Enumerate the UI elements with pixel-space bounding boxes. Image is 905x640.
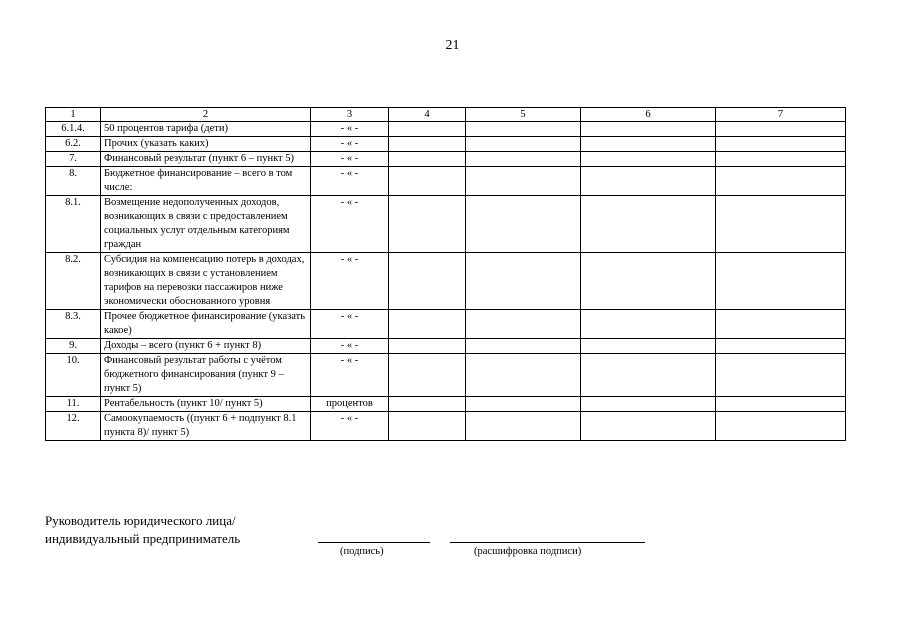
value-cell-col-5[interactable] — [466, 253, 581, 310]
signature-block — [45, 512, 240, 548]
table-row — [46, 354, 846, 397]
header-col-1: 1 — [46, 108, 101, 122]
row-indicator: Рентабельность (пункт 10/ пункт 5) — [101, 397, 311, 412]
row-indicator: Прочее бюджетное финансирование (указать какое) — [101, 310, 311, 339]
row-indicator: Самоокупаемость ((пункт 6 + подпункт 8.1 пункта 8)/ пункт 5) — [101, 412, 311, 441]
value-cell-col-4[interactable] — [389, 354, 466, 397]
header-col-5: 5 — [466, 108, 581, 122]
row-unit: процентов — [311, 397, 389, 412]
row-unit: - « - — [311, 412, 389, 441]
value-cell-col-7[interactable] — [716, 196, 846, 253]
value-cell-col-5[interactable] — [466, 412, 581, 441]
value-cell-col-4[interactable] — [389, 152, 466, 167]
table-row — [46, 196, 846, 253]
value-cell-col-5[interactable] — [466, 167, 581, 196]
row-number: 7. — [46, 152, 101, 167]
row-number: 9. — [46, 339, 101, 354]
row-unit: - « - — [311, 354, 389, 397]
table-row — [46, 310, 846, 339]
value-cell-col-6[interactable] — [581, 354, 716, 397]
row-number: 12. — [46, 412, 101, 441]
value-cell-col-6[interactable] — [581, 397, 716, 412]
signatory-title-line-2: индивидуальный предприниматель — [45, 531, 241, 546]
table-row — [46, 122, 846, 137]
row-number: 8.3. — [46, 310, 101, 339]
value-cell-col-7[interactable] — [716, 137, 846, 152]
signature-caption: (подпись) — [340, 546, 384, 557]
value-cell-col-4[interactable] — [389, 397, 466, 412]
value-cell-col-7[interactable] — [716, 310, 846, 339]
header-col-7: 7 — [716, 108, 846, 122]
row-unit: - « - — [311, 167, 389, 196]
signature-decoding-caption: (расшифровка подписи) — [474, 546, 582, 557]
value-cell-col-4[interactable] — [389, 196, 466, 253]
row-number: 6.2. — [46, 137, 101, 152]
row-indicator: Бюджетное финансирование – всего в том числе: — [101, 167, 311, 196]
row-number: 8. — [46, 167, 101, 196]
value-cell-col-6[interactable] — [581, 122, 716, 137]
value-cell-col-5[interactable] — [466, 339, 581, 354]
row-number: 10. — [46, 354, 101, 397]
value-cell-col-5[interactable] — [466, 196, 581, 253]
table-body — [46, 122, 846, 441]
value-cell-col-7[interactable] — [716, 354, 846, 397]
row-indicator: Возмещение недополученных доходов, возникающих в связи с предоставлением социальных услуг отдельным категориям граждан — [101, 196, 311, 253]
value-cell-col-6[interactable] — [581, 137, 716, 152]
table-row — [46, 152, 846, 167]
value-cell-col-5[interactable] — [466, 137, 581, 152]
row-unit: - « - — [311, 196, 389, 253]
value-cell-col-4[interactable] — [389, 310, 466, 339]
header-col-4: 4 — [389, 108, 466, 122]
report-table — [45, 107, 846, 441]
value-cell-col-4[interactable] — [389, 412, 466, 441]
value-cell-col-4[interactable] — [389, 167, 466, 196]
header-col-6: 6 — [581, 108, 716, 122]
value-cell-col-4[interactable] — [389, 253, 466, 310]
value-cell-col-5[interactable] — [466, 354, 581, 397]
header-col-2: 2 — [101, 108, 311, 122]
value-cell-col-6[interactable] — [581, 412, 716, 441]
table-row — [46, 412, 846, 441]
signature-decoding-line[interactable] — [450, 542, 645, 543]
table-header-row — [46, 108, 846, 122]
row-unit: - « - — [311, 310, 389, 339]
table-row — [46, 167, 846, 196]
row-indicator: Субсидия на компенсацию потерь в доходах, возникающих в связи с установлением тарифов на перевозки пассажиров ниже экономически обоснованного уровня — [101, 253, 311, 310]
row-indicator: Финансовый результат работы с учётом бюджетного финансирования (пункт 9 – пункт 5) — [101, 354, 311, 397]
row-unit: - « - — [311, 152, 389, 167]
value-cell-col-4[interactable] — [389, 339, 466, 354]
value-cell-col-7[interactable] — [716, 253, 846, 310]
row-number: 6.1.4. — [46, 122, 101, 137]
value-cell-col-6[interactable] — [581, 253, 716, 310]
row-unit: - « - — [311, 253, 389, 310]
table-row — [46, 253, 846, 310]
row-unit: - « - — [311, 122, 389, 137]
value-cell-col-7[interactable] — [716, 339, 846, 354]
value-cell-col-5[interactable] — [466, 152, 581, 167]
value-cell-col-5[interactable] — [466, 397, 581, 412]
signatory-title-line-1: Руководитель юридического лица/ — [45, 513, 236, 528]
value-cell-col-7[interactable] — [716, 167, 846, 196]
table-row — [46, 137, 846, 152]
value-cell-col-6[interactable] — [581, 196, 716, 253]
row-indicator: Доходы – всего (пункт 6 + пункт 8) — [101, 339, 311, 354]
row-indicator: Финансовый результат (пункт 6 – пункт 5) — [101, 152, 311, 167]
table-row — [46, 397, 846, 412]
value-cell-col-4[interactable] — [389, 122, 466, 137]
value-cell-col-4[interactable] — [389, 137, 466, 152]
value-cell-col-7[interactable] — [716, 122, 846, 137]
row-unit: - « - — [311, 137, 389, 152]
value-cell-col-6[interactable] — [581, 167, 716, 196]
row-number: 8.2. — [46, 253, 101, 310]
page-number: 21 — [445, 38, 460, 53]
value-cell-col-7[interactable] — [716, 397, 846, 412]
table-row — [46, 339, 846, 354]
value-cell-col-6[interactable] — [581, 339, 716, 354]
row-number: 11. — [46, 397, 101, 412]
value-cell-col-7[interactable] — [716, 152, 846, 167]
row-indicator: Прочих (указать каких) — [101, 137, 311, 152]
row-unit: - « - — [311, 339, 389, 354]
value-cell-col-5[interactable] — [466, 122, 581, 137]
value-cell-col-5[interactable] — [466, 310, 581, 339]
row-indicator: 50 процентов тарифа (дети) — [101, 122, 311, 137]
signature-line[interactable] — [318, 542, 430, 543]
value-cell-col-7[interactable] — [716, 412, 846, 441]
header-col-3: 3 — [311, 108, 389, 122]
row-number: 8.1. — [46, 196, 101, 253]
value-cell-col-6[interactable] — [581, 310, 716, 339]
value-cell-col-6[interactable] — [581, 152, 716, 167]
